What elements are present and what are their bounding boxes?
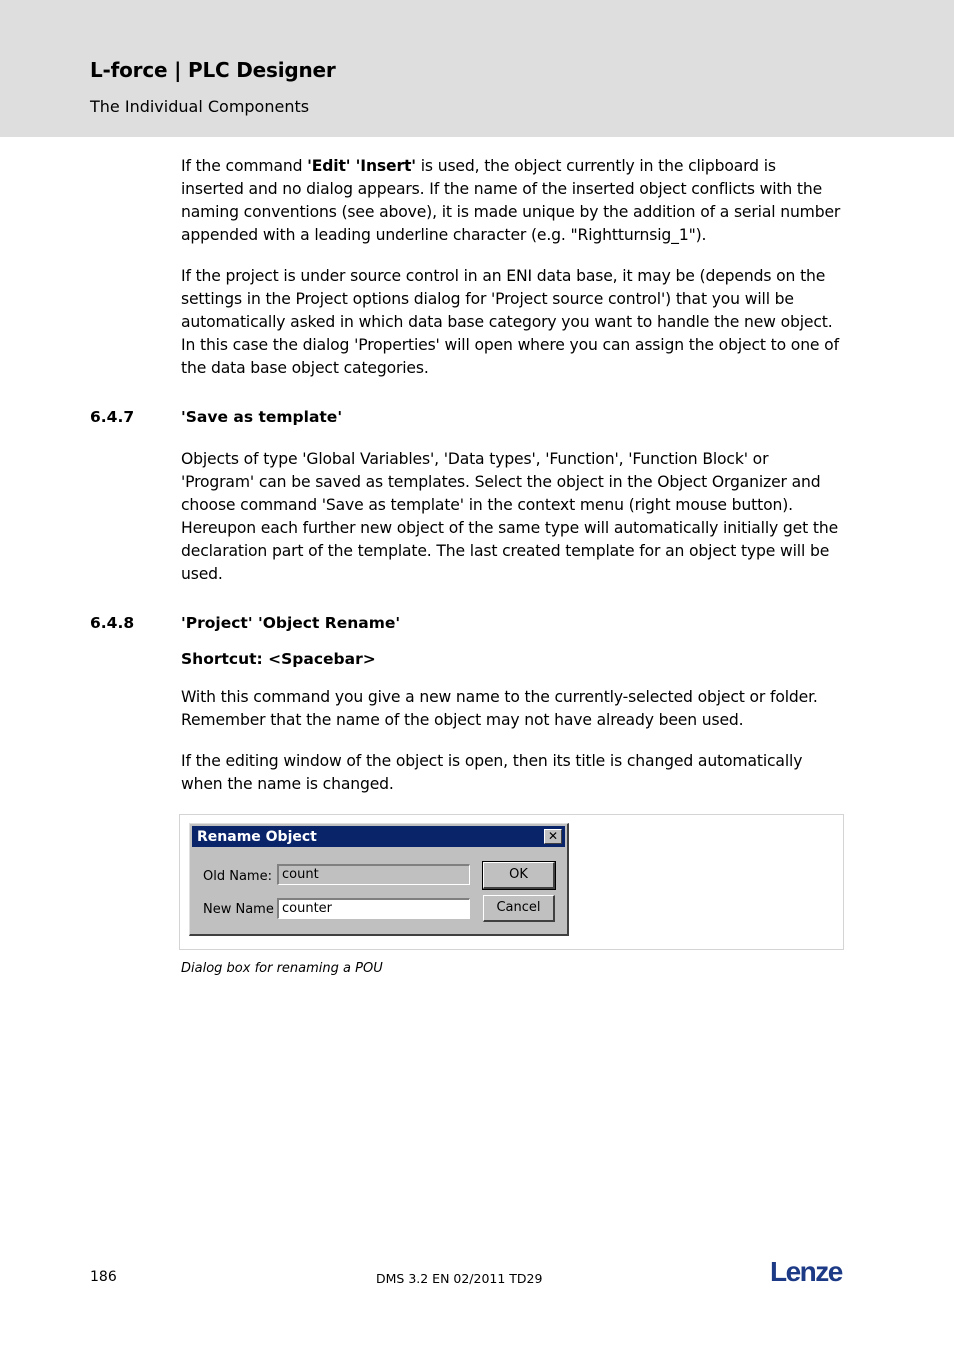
chapter-subtitle: The Individual Components [90,97,310,116]
ok-button[interactable]: OK [483,862,555,889]
page-header [0,0,954,137]
close-icon[interactable]: ✕ [544,829,562,844]
old-name-field: count [277,864,470,885]
intro-paragraph-1 [181,155,841,247]
section-number: 6.4.7 [90,408,135,426]
rename-paragraph-1: With this command you give a new name to the currently-selected object or folder. Remember that the name of the object may not have already been used. [181,688,818,729]
document-id: DMS 3.2 EN 02/2011 TD29 [376,1271,543,1286]
shortcut-label: Shortcut: <Spacebar> [181,650,376,668]
rename-object-dialog [189,823,569,936]
intro-paragraph-1-end: is used, the object currently in the clipboard is inserted and no dialog appears. If the name of the inserted object conflicts with the naming conventions (see above), it is made unique by the addition of a serial number appended with a leading underline character (e.g. "Rightturnsig_1"). [181,157,841,244]
section-title: 'Project' 'Object Rename' [181,614,401,632]
rename-paragraph-2: If the editing window of the object is open, then its title is changed automatically when the name is changed. [181,752,803,793]
dialog-titlebar[interactable] [192,826,565,847]
intro-paragraph-1-start: If the command [181,157,308,175]
figure-caption: Dialog box for renaming a POU [181,961,383,976]
lenze-logo: Lenze [770,1256,842,1287]
cancel-button[interactable]: Cancel [483,895,555,922]
page-number: 186 [90,1269,117,1285]
section-number: 6.4.8 [90,614,135,632]
intro-command-name: 'Edit' 'Insert' [307,157,416,175]
dialog-title: Rename Object [197,829,317,845]
new-name-label: New Name [203,902,274,917]
intro-paragraph-2: If the project is under source control in an ENI data base, it may be (depends on the settings in the Project options dialog for 'Project source control') that you will be automatically asked in which data base category you want to handle the new object. In this case the dialog 'Properties' will open where you can assign the object to one of the data base object categories. [181,267,839,377]
save-template-paragraph: Objects of type 'Global Variables', 'Data types', 'Function', 'Function Block' or 'Program' can be saved as templates. Select the object in the Object Organizer and choose command 'Save as template' in the context menu (right mouse button). Hereupon each further new object of the same type will automatically initially get the declaration part of the template. The last created template for an object type will be used. [181,450,839,583]
old-name-label: Old Name: [203,869,272,884]
new-name-input[interactable]: counter [277,898,470,919]
document-title: L-force | PLC Designer [90,58,336,82]
section-title: 'Save as template' [181,408,343,426]
